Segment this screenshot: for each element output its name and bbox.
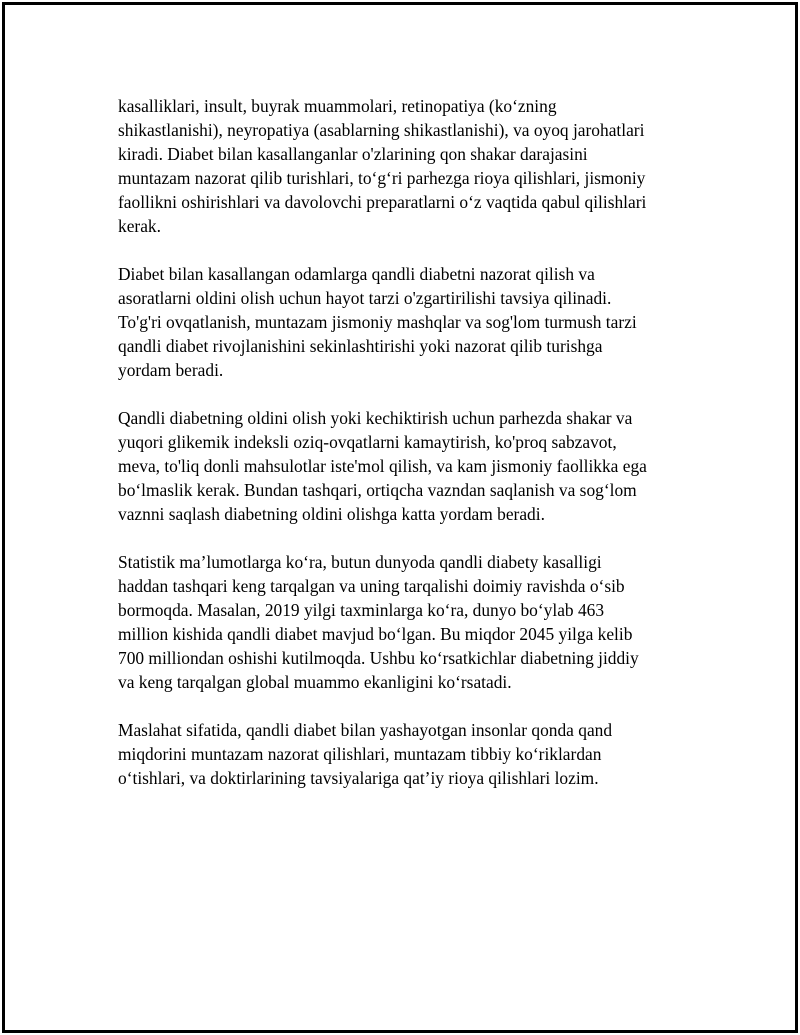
paragraph-complications: kasalliklari, insult, buyrak muammolari, retinopatiya (ko‘zning shikastlanishi), neyropatiya (asablarning shikastlanishi), va oyoq jarohatlari kiradi. Diabet bilan kasallanganlar o'zlarining qon shakar darajasini muntazam nazorat qilib turishlari, to‘g‘ri parhezga rioya qilishlari, jismoniy faollikni oshirishlari va davolovchi preparatlarni o‘z vaqtida qabul qilishlari kerak. bbox=[118, 96, 647, 236]
paragraph-statistics: Statistik ma’lumotlarga ko‘ra, butun dunyoda qandli diabety kasalligi haddan tashqari keng tarqalgan va uning tarqalishi doimiy ravishda o‘sib bormoqda. Masalan, 2019 yilgi taxminlarga ko‘ra, dunyo bo‘ylab 463 million kishida qandli diabet mavjud bo‘lgan. Bu miqdor 2045 yilga kelib 700 milliondan oshishi kutilmoqda. Ushbu ko‘rsatkichlar diabetning jiddiy va keng tarqalgan global muammo ekanligini ko‘rsatadi. bbox=[118, 552, 639, 692]
document-body bbox=[118, 94, 718, 814]
paragraph-prevention: Qandli diabetning oldini olish yoki kechiktirish uchun parhezda shakar va yuqori glikemik indeksli oziq-ovqatlarni kamaytirish, ko'proq sabzavot, meva, to'liq donli mahsulotlar iste'mol qilish, va kam jismoniy faollikka ega bo‘lmaslik kerak. Bundan tashqari, ortiqcha vazndan saqlanish va sog‘lom vaznni saqlash diabetning oldini olishga katta yordam beradi. bbox=[118, 408, 647, 524]
paragraph-lifestyle: Diabet bilan kasallangan odamlarga qandli diabetni nazorat qilish va asoratlarni oldini olish uchun hayot tarzi o'zgartirilishi tavsiya qilinadi. To'g'ri ovqatlanish, muntazam jismoniy mashqlar va sog'lom turmush tarzi qandli diabet rivojlanishini sekinlashtirishi yoki nazorat qilib turishga yordam beradi. bbox=[118, 264, 637, 380]
paragraph-advice: Maslahat sifatida, qandli diabet bilan yashayotgan insonlar qonda qand miqdorini muntazam nazorat qilishlari, muntazam tibbiy ko‘riklardan o‘tishlari, va doktirlarining tavsiyalariga qat’iy rioya qilishlari lozim. bbox=[118, 720, 613, 788]
